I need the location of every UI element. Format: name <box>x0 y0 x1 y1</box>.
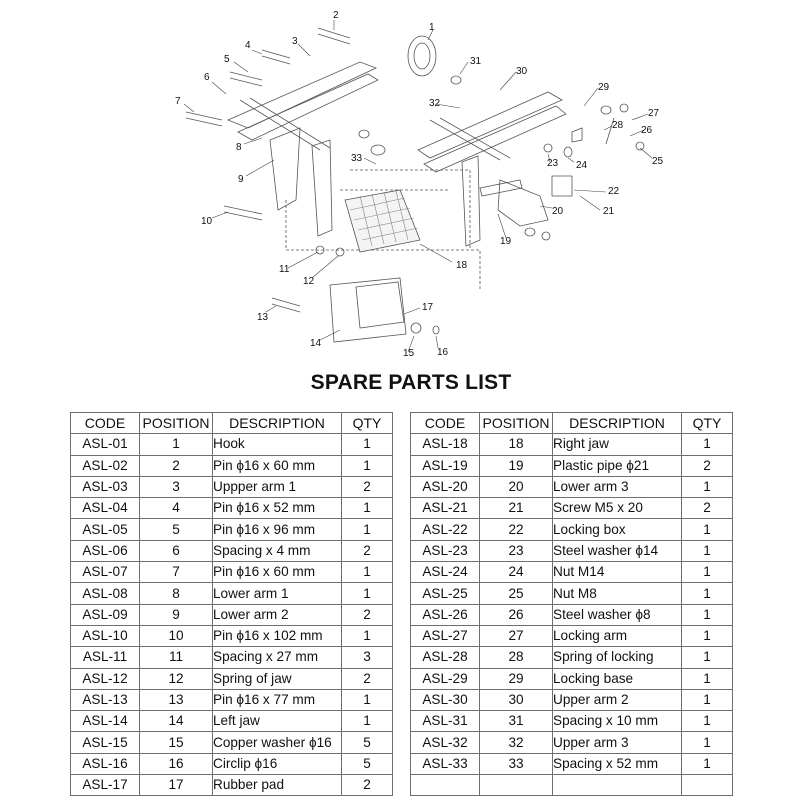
part-description: Screw M5 x 20 <box>553 498 682 519</box>
callout-label: 6 <box>204 72 210 83</box>
table-row <box>411 625 733 646</box>
part-position: 27 <box>480 625 553 646</box>
part-description: Locking arm <box>553 625 682 646</box>
callout-label: 25 <box>652 156 664 167</box>
callout-label: 27 <box>648 108 660 119</box>
part-qty: 1 <box>682 434 733 455</box>
part-code: ASL-32 <box>411 732 480 753</box>
part-qty: 2 <box>342 476 393 497</box>
part-code: ASL-07 <box>71 562 140 583</box>
table-row <box>411 668 733 689</box>
callout-label: 31 <box>470 56 482 67</box>
part-description: Locking box <box>553 519 682 540</box>
table-row <box>71 625 393 646</box>
part-qty: 1 <box>682 668 733 689</box>
callout-label: 20 <box>552 206 564 217</box>
part-qty: 1 <box>342 434 393 455</box>
callout-label: 15 <box>403 348 415 359</box>
part-position: 25 <box>480 583 553 604</box>
part-description: Steel washer ϕ8 <box>553 604 682 625</box>
callout-label: 24 <box>576 160 588 171</box>
part-qty: 1 <box>682 604 733 625</box>
table-row <box>411 519 733 540</box>
header-qty: QTY <box>342 413 393 434</box>
part-qty: 1 <box>342 455 393 476</box>
part-qty: 2 <box>342 775 393 796</box>
part-position: 12 <box>140 668 213 689</box>
page-title: SPARE PARTS LIST <box>310 371 512 394</box>
parts-table-right <box>410 412 733 796</box>
callout-label: 18 <box>456 260 468 271</box>
part-qty: 1 <box>342 711 393 732</box>
part-code: ASL-25 <box>411 583 480 604</box>
part-code: ASL-21 <box>411 498 480 519</box>
part-position: 4 <box>140 498 213 519</box>
part-code: ASL-29 <box>411 668 480 689</box>
part-position: 28 <box>480 647 553 668</box>
part-position: 13 <box>140 689 213 710</box>
header-description: DESCRIPTION <box>553 413 682 434</box>
parts-table-left <box>70 412 393 796</box>
callout-label: 32 <box>429 98 441 109</box>
part-description: Lower arm 2 <box>213 604 342 625</box>
part-code: ASL-31 <box>411 711 480 732</box>
table-row <box>411 711 733 732</box>
table-row <box>411 753 733 774</box>
part-description: Nut M8 <box>553 583 682 604</box>
callout-label: 4 <box>245 40 251 51</box>
part-code: ASL-27 <box>411 625 480 646</box>
callout-label: 8 <box>236 142 242 153</box>
part-position: 1 <box>140 434 213 455</box>
part-code: ASL-09 <box>71 604 140 625</box>
part-code: ASL-22 <box>411 519 480 540</box>
part-qty: 1 <box>682 519 733 540</box>
part-code: ASL-03 <box>71 476 140 497</box>
table-row <box>71 732 393 753</box>
callout-label: 30 <box>516 66 528 77</box>
table-row <box>411 498 733 519</box>
part-position: 11 <box>140 647 213 668</box>
part-code: ASL-30 <box>411 689 480 710</box>
part-description: Spacing x 10 mm <box>553 711 682 732</box>
part-code: ASL-33 <box>411 753 480 774</box>
part-description: Circlip ϕ16 <box>213 753 342 774</box>
part-code: ASL-10 <box>71 625 140 646</box>
table-row <box>71 775 393 796</box>
part-code: ASL-18 <box>411 434 480 455</box>
part-description: Right jaw <box>553 434 682 455</box>
header-qty: QTY <box>682 413 733 434</box>
part-qty: 1 <box>342 498 393 519</box>
part-code: ASL-08 <box>71 583 140 604</box>
parts-table-left-body <box>71 434 393 796</box>
part-code: ASL-14 <box>71 711 140 732</box>
table-header-row <box>71 413 393 434</box>
callout-label: 2 <box>333 10 339 21</box>
callout-label: 10 <box>201 216 213 227</box>
callout-label: 12 <box>303 276 315 287</box>
part-qty: 2 <box>342 604 393 625</box>
table-row <box>411 689 733 710</box>
table-row <box>411 562 733 583</box>
part-description: Pin ϕ16 x 77 mm <box>213 689 342 710</box>
part-code: ASL-17 <box>71 775 140 796</box>
part-position: 26 <box>480 604 553 625</box>
part-position: 15 <box>140 732 213 753</box>
header-position: POSITION <box>140 413 213 434</box>
part-position: 32 <box>480 732 553 753</box>
part-description: Nut M14 <box>553 562 682 583</box>
table-row <box>71 476 393 497</box>
part-position: 18 <box>480 434 553 455</box>
header-code: CODE <box>71 413 140 434</box>
table-row <box>71 498 393 519</box>
header-description: DESCRIPTION <box>213 413 342 434</box>
part-position: 10 <box>140 625 213 646</box>
part-description: Plastic pipe ϕ21 <box>553 455 682 476</box>
part-qty: 1 <box>682 711 733 732</box>
part-qty: 2 <box>682 455 733 476</box>
part-description: Spring of locking <box>553 647 682 668</box>
callout-label: 13 <box>257 312 269 323</box>
part-position: 3 <box>140 476 213 497</box>
callout-label: 14 <box>310 338 322 349</box>
part-code: ASL-11 <box>71 647 140 668</box>
table-row <box>411 732 733 753</box>
part-code: ASL-01 <box>71 434 140 455</box>
part-description: Spacing x 4 mm <box>213 540 342 561</box>
table-row <box>71 668 393 689</box>
part-description: Spacing x 27 mm <box>213 647 342 668</box>
table-row <box>71 540 393 561</box>
part-code: ASL-13 <box>71 689 140 710</box>
part-qty: 2 <box>342 668 393 689</box>
part-position: 22 <box>480 519 553 540</box>
part-description: Upper arm 2 <box>553 689 682 710</box>
part-code: ASL-15 <box>71 732 140 753</box>
part-code: ASL-23 <box>411 540 480 561</box>
callout-label: 16 <box>437 347 449 358</box>
part-qty: 1 <box>682 732 733 753</box>
callout-label: 11 <box>279 264 290 275</box>
part-position: 29 <box>480 668 553 689</box>
part-qty: 1 <box>682 476 733 497</box>
part-qty: 1 <box>342 562 393 583</box>
callout-label: 17 <box>422 302 434 313</box>
part-description: Steel washer ϕ14 <box>553 540 682 561</box>
table-row <box>71 753 393 774</box>
part-code: ASL-04 <box>71 498 140 519</box>
part-position: 33 <box>480 753 553 774</box>
part-qty: 1 <box>342 519 393 540</box>
table-row <box>411 476 733 497</box>
part-position: 16 <box>140 753 213 774</box>
part-position: 6 <box>140 540 213 561</box>
part-position: 19 <box>480 455 553 476</box>
part-qty: 1 <box>342 625 393 646</box>
part-description: Pin ϕ16 x 102 mm <box>213 625 342 646</box>
part-position: 20 <box>480 476 553 497</box>
callout-label: 23 <box>547 158 559 169</box>
part-description: Spacing x 52 mm <box>553 753 682 774</box>
table-row <box>71 519 393 540</box>
table-row <box>411 583 733 604</box>
table-row <box>71 434 393 455</box>
part-qty: 3 <box>342 647 393 668</box>
part-code <box>411 775 480 796</box>
callout-label: 22 <box>608 186 620 197</box>
part-position: 7 <box>140 562 213 583</box>
part-position: 14 <box>140 711 213 732</box>
callout-label: 33 <box>351 153 363 164</box>
part-code: ASL-24 <box>411 562 480 583</box>
callout-label: 1 <box>429 22 435 33</box>
part-qty: 5 <box>342 732 393 753</box>
part-position: 9 <box>140 604 213 625</box>
part-code: ASL-28 <box>411 647 480 668</box>
part-description: Hook <box>213 434 342 455</box>
part-description: Uppper arm 1 <box>213 476 342 497</box>
part-position: 30 <box>480 689 553 710</box>
part-position: 2 <box>140 455 213 476</box>
callout-label: 9 <box>238 174 244 185</box>
callout-label: 29 <box>598 82 610 93</box>
callout-label: 7 <box>175 96 181 107</box>
part-code: ASL-20 <box>411 476 480 497</box>
part-position: 8 <box>140 583 213 604</box>
part-description: Spring of jaw <box>213 668 342 689</box>
part-qty: 1 <box>682 647 733 668</box>
part-qty: 1 <box>682 540 733 561</box>
table-row <box>411 540 733 561</box>
part-position: 17 <box>140 775 213 796</box>
table-row <box>411 434 733 455</box>
callout-label: 26 <box>641 125 653 136</box>
part-position: 21 <box>480 498 553 519</box>
part-code: ASL-06 <box>71 540 140 561</box>
part-qty: 1 <box>342 689 393 710</box>
part-description <box>553 775 682 796</box>
exploded-assembly-diagram <box>0 0 800 370</box>
table-row <box>71 583 393 604</box>
part-qty: 2 <box>342 540 393 561</box>
part-position: 23 <box>480 540 553 561</box>
part-code: ASL-26 <box>411 604 480 625</box>
part-qty: 1 <box>682 625 733 646</box>
part-description: Copper washer ϕ16 <box>213 732 342 753</box>
part-qty: 1 <box>682 753 733 774</box>
part-position: 24 <box>480 562 553 583</box>
table-row <box>411 455 733 476</box>
part-description: Lower arm 1 <box>213 583 342 604</box>
part-description: Upper arm 3 <box>553 732 682 753</box>
table-row <box>71 711 393 732</box>
part-qty: 5 <box>342 753 393 774</box>
callout-label: 5 <box>224 54 230 65</box>
part-qty: 1 <box>342 583 393 604</box>
callout-label: 21 <box>603 206 615 217</box>
part-qty: 1 <box>682 562 733 583</box>
part-code: ASL-05 <box>71 519 140 540</box>
table-row <box>71 562 393 583</box>
part-description: Pin ϕ16 x 60 mm <box>213 455 342 476</box>
part-description: Locking base <box>553 668 682 689</box>
table-row <box>71 604 393 625</box>
part-code: ASL-16 <box>71 753 140 774</box>
part-description: Pin ϕ16 x 60 mm <box>213 562 342 583</box>
part-description: Pin ϕ16 x 52 mm <box>213 498 342 519</box>
part-description: Lower arm 3 <box>553 476 682 497</box>
callout-label: 3 <box>292 36 298 47</box>
table-row <box>71 689 393 710</box>
part-position <box>480 775 553 796</box>
table-row <box>71 647 393 668</box>
part-qty: 1 <box>682 583 733 604</box>
part-qty: 2 <box>682 498 733 519</box>
part-description: Pin ϕ16 x 96 mm <box>213 519 342 540</box>
table-row <box>411 647 733 668</box>
parts-table-right-body <box>411 434 733 796</box>
table-header-row <box>411 413 733 434</box>
callout-label: 19 <box>500 236 512 247</box>
part-description: Left jaw <box>213 711 342 732</box>
part-position: 5 <box>140 519 213 540</box>
part-code: ASL-02 <box>71 455 140 476</box>
part-position: 31 <box>480 711 553 732</box>
header-position: POSITION <box>480 413 553 434</box>
table-row <box>71 455 393 476</box>
table-row <box>411 775 733 796</box>
part-description: Rubber pad <box>213 775 342 796</box>
part-code: ASL-19 <box>411 455 480 476</box>
part-qty <box>682 775 733 796</box>
part-qty: 1 <box>682 689 733 710</box>
header-code: CODE <box>411 413 480 434</box>
callout-label: 28 <box>612 120 624 131</box>
table-row <box>411 604 733 625</box>
part-code: ASL-12 <box>71 668 140 689</box>
